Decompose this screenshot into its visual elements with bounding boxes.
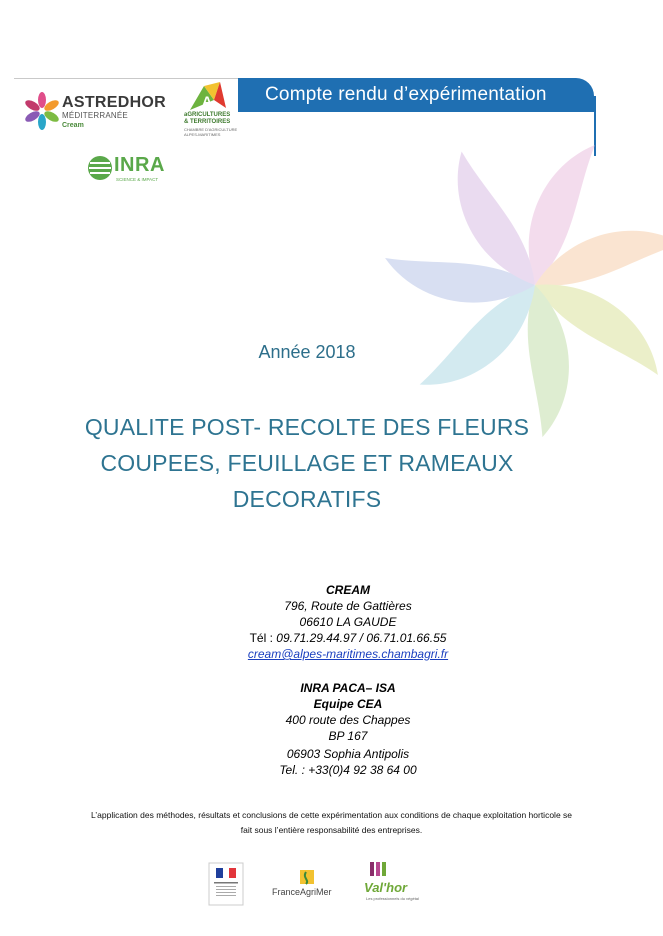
cream-email-link[interactable]: cream@alpes-maritimes.chambagri.fr — [247, 647, 449, 661]
cream-name: CREAM — [326, 583, 370, 597]
inra-logo-title: INRA — [114, 154, 165, 176]
inra-team: Equipe CEA — [313, 697, 383, 711]
cream-phone — [148, 630, 548, 647]
decorative-flower-watermark — [360, 120, 663, 460]
agriculture-logo-line3: CHAMBRE D'AGRICULTURE — [184, 127, 238, 132]
inra-phone: Tel. : +33(0)4 92 38 64 00 — [279, 763, 417, 777]
franceagrimer-logo — [270, 866, 344, 906]
valhor-subtitle: Les professionnels du végétal — [366, 896, 419, 901]
inra-logo-mark — [86, 154, 114, 182]
document-year: Année 2018 — [258, 342, 356, 362]
disclaimer-line-2: fait sous l’entière responsabilité des entreprises. — [240, 825, 423, 835]
franceagrimer-title: FranceAgriMer — [272, 887, 332, 897]
inra-logo-subtitle: SCIENCE & IMPACT — [116, 177, 159, 182]
republique-francaise-logo — [208, 862, 244, 906]
agriculture-logo-line1: aGRICULTURES — [184, 112, 231, 118]
cream-phone-label: Tél : — [249, 631, 273, 645]
cream-phone-value: 09.71.29.44.97 / 06.71.01.66.55 — [276, 631, 447, 645]
svg-text:A: A — [202, 93, 213, 109]
inra-org-name: INRA PACA– ISA — [300, 681, 396, 695]
astredhor-title: ASTREDHOR — [62, 94, 167, 111]
astredhor-tag: Cream — [62, 122, 84, 129]
agriculture-logo-line4: ALPES-MARITIMES — [184, 132, 221, 137]
cream-street: 796, Route de Gattières — [284, 599, 412, 613]
disclaimer-line-1: L’application des méthodes, résultats et conclusions de cette expérimentation aux conditions de chaque exploitation horticole se — [90, 810, 573, 820]
document-title-line-1: QUALITE POST- RECOLTE DES FLEURS — [84, 414, 530, 440]
agriculture-logo-line2: & TERRITOIRES — [184, 119, 231, 125]
document-title-line-3: DECORATIFS — [232, 486, 382, 512]
astredhor-subtitle: MÉDITERRANÉE — [62, 111, 128, 120]
inra-street: 400 route des Chappes — [285, 713, 411, 727]
header-banner-label: Compte rendu d’expérimentation — [265, 84, 547, 105]
inra-po-box: BP 167 — [328, 729, 368, 743]
document-title-line-2: COUPEES, FEUILLAGE ET RAMEAUX — [100, 450, 514, 476]
inra-city: 06903 Sophia Antipolis — [286, 747, 410, 761]
valhor-title: Val'hor — [364, 880, 408, 895]
cream-city: 06610 LA GAUDE — [299, 615, 397, 629]
